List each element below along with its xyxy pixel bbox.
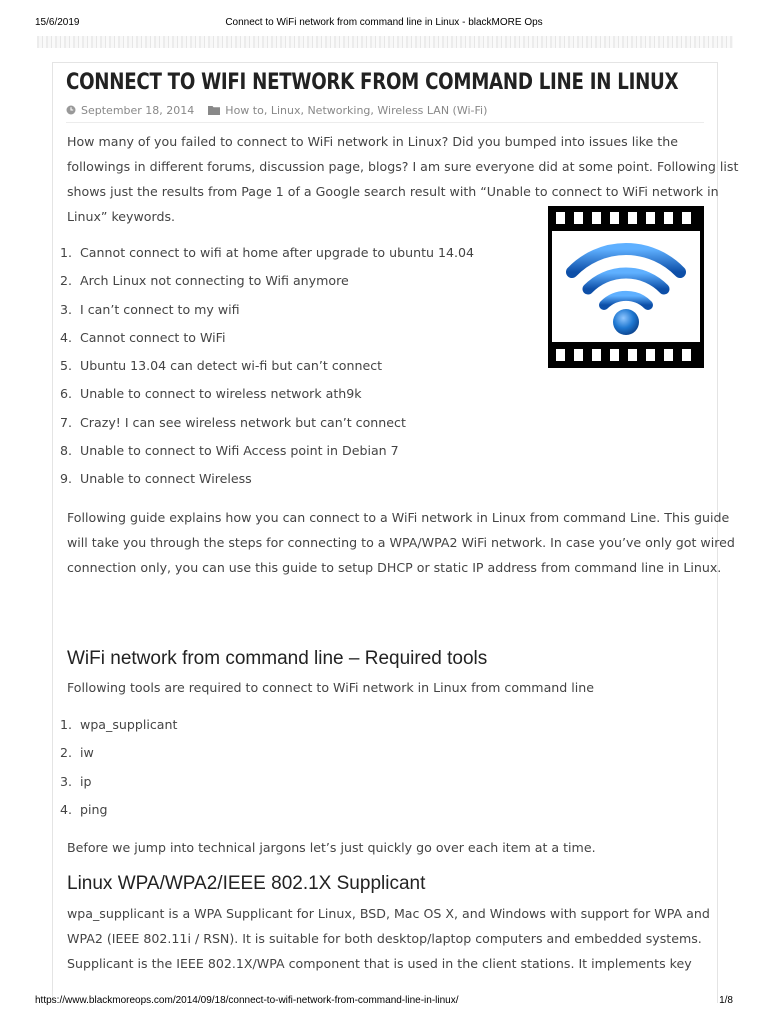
print-header	[0, 0, 768, 30]
post-categories[interactable]: How to, Linux, Networking, Wireless LAN (Wi-Fi)	[225, 104, 488, 117]
list-item: 2. Arch Linux not connecting to Wifi anymore	[60, 273, 349, 289]
list-item: 1. Cannot connect to wifi at home after upgrade to ubuntu 14.04	[60, 245, 475, 260]
supplicant-line: Supplicant is the IEEE 802.1X/WPA component that is used in the client stations. It implements key	[67, 956, 692, 971]
list-item: 3. ip	[60, 773, 92, 789]
page-url[interactable]: https://www.blackmoreops.com/2014/09/18/connect-to-wifi-network-from-command-line-in-linux/	[35, 995, 459, 1006]
jargon-paragraph: Before we jump into technical jargons let’s just quickly go over each item at a time.	[67, 840, 596, 855]
guide-paragraph	[67, 505, 735, 580]
list-item: 4. Cannot connect to WiFi	[60, 329, 226, 345]
list-item: 8. Unable to connect to Wifi Access point in Debian 7	[60, 443, 399, 459]
print-date: 15/6/2019	[35, 17, 80, 28]
guide-line: Following guide explains how you can connect to a WiFi network in Linux from command Line. This guide	[67, 510, 730, 525]
wifi-film-image	[548, 206, 704, 368]
tools-heading: WiFi network from command line – Required tools	[67, 648, 488, 669]
list-item: 3. I can’t connect to my wifi	[60, 301, 240, 317]
folder-icon	[208, 105, 220, 115]
intro-line: Linux” keywords.	[67, 209, 176, 224]
page-number: 1/8	[719, 995, 733, 1006]
intro-line: shows just the results from Page 1 of a Google search result with “Unable to connect to WiFi network in	[67, 184, 719, 199]
intro-line: followings in different forums, discussion page, blogs? I am sure everyone did at some point. Following list	[67, 159, 739, 174]
intro-line: How many of you failed to connect to WiFi network in Linux? Did you bumped into issues like the	[67, 134, 678, 149]
tools-list	[60, 715, 177, 828]
list-item: 1. wpa_supplicant	[60, 717, 178, 732]
clock-icon	[66, 105, 76, 115]
supplicant-paragraph	[67, 901, 710, 976]
list-item: 5. Ubuntu 13.04 can detect wi-fi but can’t connect	[60, 358, 383, 374]
supplicant-line: WPA2 (IEEE 802.11i / RSN). It is suitable for both desktop/laptop computers and embedded systems.	[67, 931, 702, 946]
print-footer	[0, 992, 768, 1024]
list-item: 9. Unable to connect Wireless	[60, 471, 252, 487]
guide-line: will take you through the steps for connecting to a WPA/WPA2 WiFi network. In case you’ve only got wired	[67, 535, 735, 550]
supplicant-heading: Linux WPA/WPA2/IEEE 802.1X Supplicant	[67, 873, 426, 894]
article-title: CONNECT TO WIFI NETWORK FROM COMMAND LINE IN LINUX	[66, 70, 679, 95]
article-meta	[66, 104, 704, 123]
issues-list	[60, 243, 474, 498]
print-title: Connect to WiFi network from command line in Linux - blackMORE Ops	[225, 17, 543, 28]
guide-line: connection only, you can use this guide to setup DHCP or static IP address from command line in Linux.	[67, 560, 722, 575]
list-item: 2. iw	[60, 745, 94, 761]
post-date[interactable]: September 18, 2014	[81, 104, 195, 117]
list-item: 7. Crazy! I can see wireless network but can’t connect	[60, 414, 406, 430]
supplicant-line: wpa_supplicant is a WPA Supplicant for Linux, BSD, Mac OS X, and Windows with support for WPA and	[67, 906, 710, 921]
decorative-stripe	[37, 36, 733, 48]
tools-intro: Following tools are required to connect to WiFi network in Linux from command line	[67, 680, 594, 695]
list-item: 4. ping	[60, 801, 108, 817]
list-item: 6. Unable to connect to wireless network ath9k	[60, 386, 362, 402]
